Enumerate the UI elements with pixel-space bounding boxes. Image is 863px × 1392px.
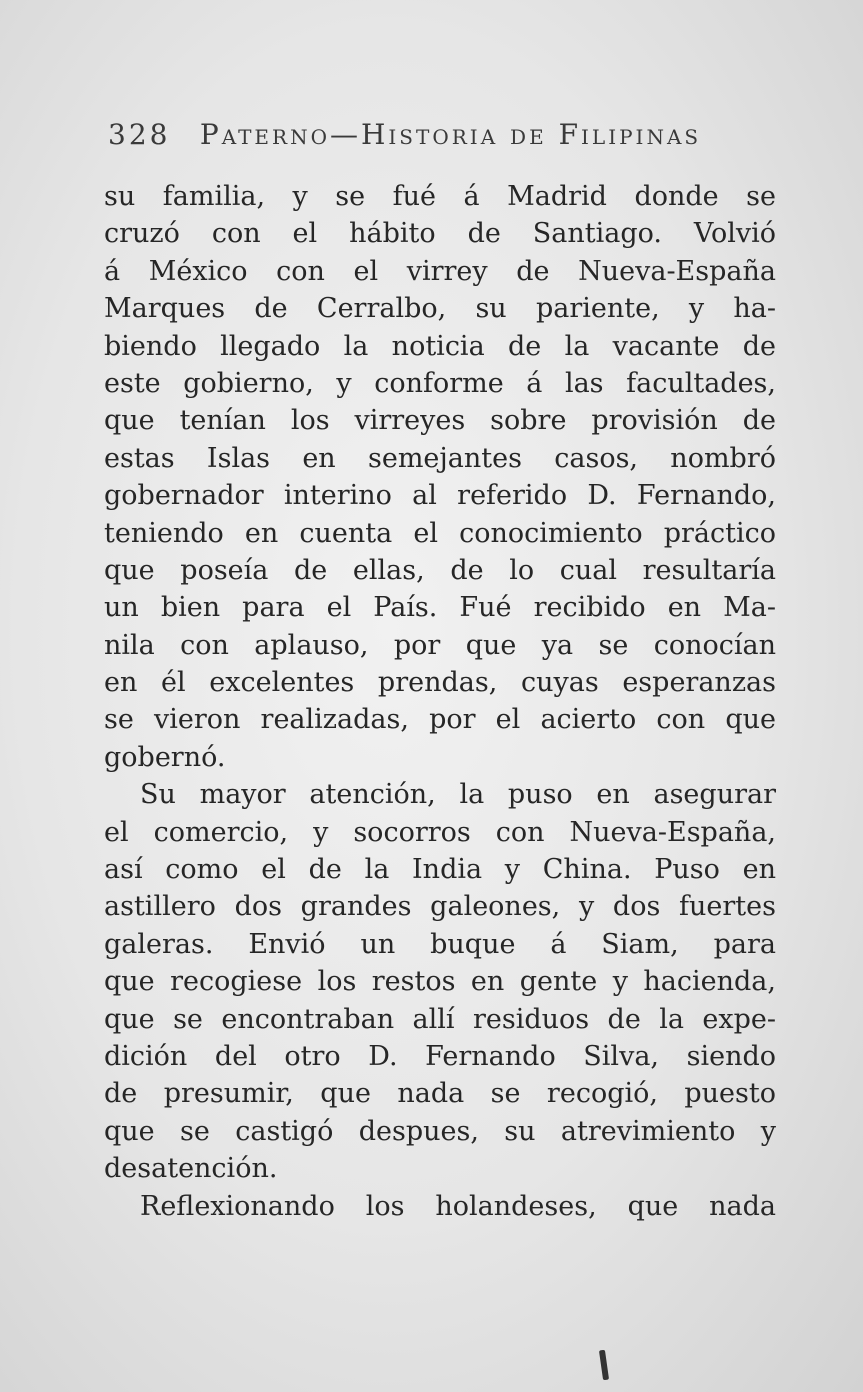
running-head <box>108 118 798 158</box>
text-line: en él excelentes prendas, cuyas esperanzas <box>104 667 776 699</box>
text-line: que se encontraban allí residuos de la expe- <box>104 1003 776 1035</box>
text-line: nila con aplauso, por que ya se conocían <box>104 629 776 661</box>
text-line: así como el de la India y China. Puso en <box>104 854 776 886</box>
text-line: teniendo en cuenta el conocimiento práctico <box>104 517 776 549</box>
text-line: gobernador interino al referido D. Fernando, <box>104 480 776 512</box>
text-line: Su mayor atención, la puso en asegurar <box>140 779 776 811</box>
text-line: que recogiese los restos en gente y hacienda, <box>104 966 776 998</box>
text-line: desatención. <box>104 1153 278 1185</box>
text-line: su familia, y se fué á Madrid donde se <box>104 181 776 212</box>
body-text <box>104 178 776 1225</box>
text-line: se vieron realizadas, por el acierto con que <box>104 704 776 736</box>
text-line: este gobierno, y conforme á las facultades, <box>104 367 776 399</box>
text-line: Marques de Cerralbo, su pariente, y ha- <box>104 293 776 325</box>
text-line: el comercio, y socorros con Nueva-España, <box>104 816 776 848</box>
page-number: 328 <box>108 118 171 151</box>
running-title: Paterno—Historia de Filipinas <box>199 118 702 151</box>
text-line: galeras. Envió un buque á Siam, para <box>104 928 776 960</box>
text-line: de presumir, que nada se recogió, puesto <box>104 1078 776 1110</box>
text-line: Reflexionando los holandeses, que nada <box>140 1190 776 1222</box>
text-line: que tenían los virreyes sobre provisión de <box>104 405 776 437</box>
text-line: estas Islas en semejantes casos, nombró <box>104 442 776 474</box>
text-line: gobernó. <box>104 741 226 773</box>
text-line: cruzó con el hábito de Santiago. Volvió <box>104 218 776 250</box>
text-line: astillero dos grandes galeones, y dos fuertes <box>104 891 776 923</box>
text-line: biendo llegado la noticia de la vacante de <box>104 330 776 362</box>
text-line: que se castigó despues, su atrevimiento y <box>104 1115 776 1147</box>
text-line: á México con el virrey de Nueva-España <box>104 255 776 287</box>
text-line: un bien para el País. Fué recibido en Ma- <box>104 592 776 624</box>
text-line: que poseía de ellas, de lo cual resultaría <box>104 554 776 586</box>
ink-speck <box>599 1350 609 1381</box>
text-line: dición del otro D. Fernando Silva, siendo <box>104 1040 776 1072</box>
